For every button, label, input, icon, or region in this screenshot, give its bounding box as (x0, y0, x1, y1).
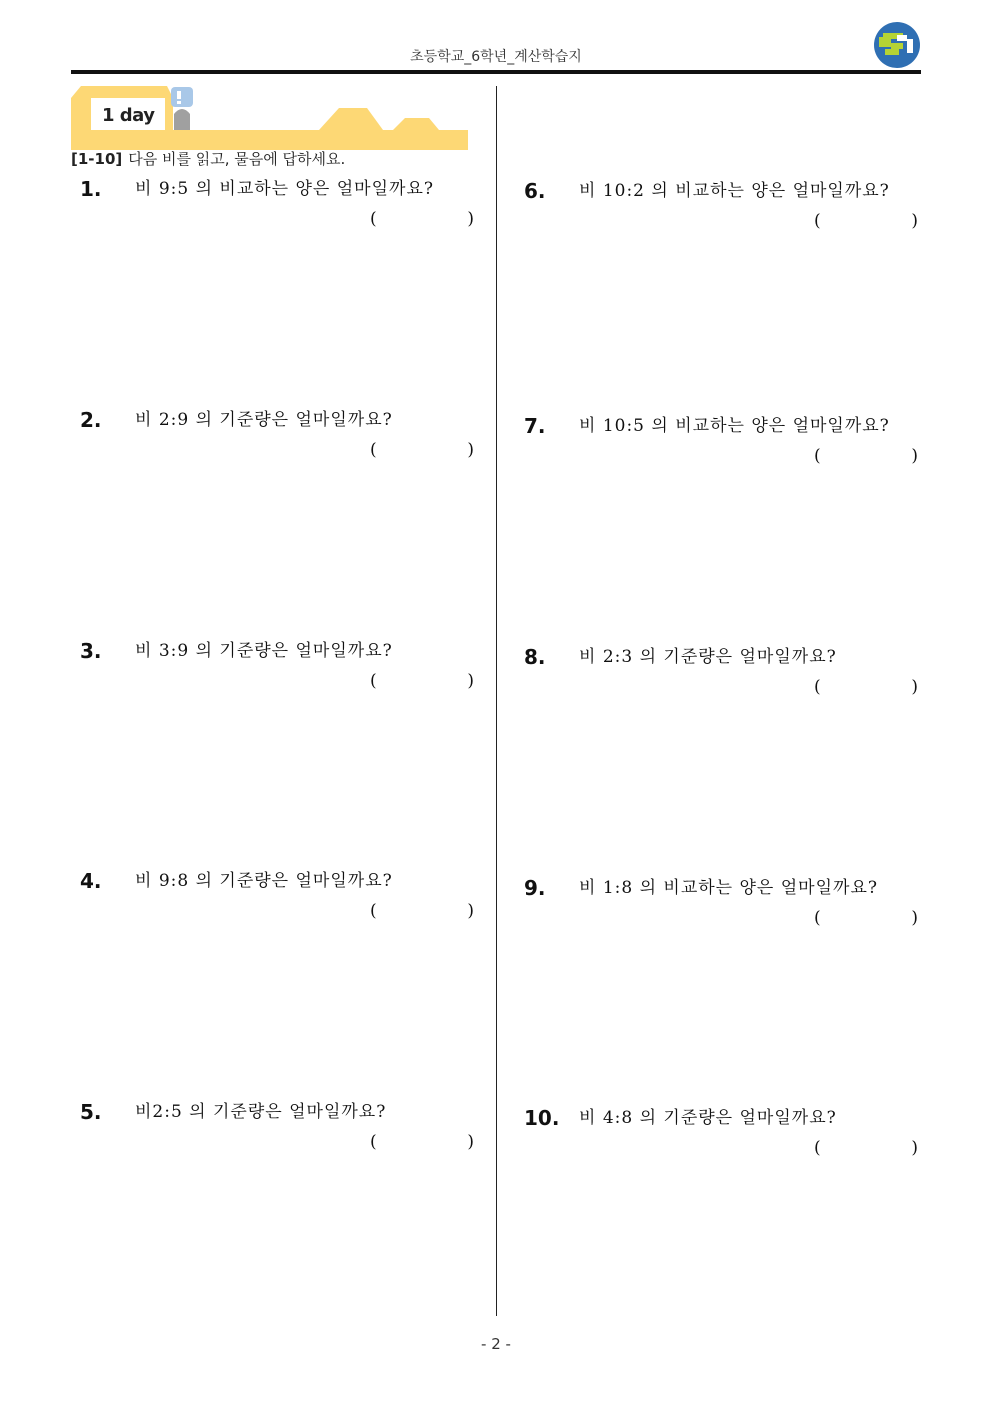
question-text: 비 2:3 의 기준량은 얼마일까요? (579, 647, 837, 667)
question-number: 6. (524, 179, 546, 203)
answer-blank[interactable]: ( ) (370, 209, 474, 229)
answer-blank[interactable]: ( ) (814, 211, 918, 231)
instruction (71, 148, 345, 169)
answer-blank[interactable]: ( ) (814, 677, 918, 697)
column-divider (496, 86, 497, 1316)
page-number: - 2 - (481, 1335, 511, 1353)
header-rule (71, 70, 921, 74)
answer-blank[interactable]: ( ) (814, 1138, 918, 1158)
question-number: 2. (80, 408, 102, 432)
question-number: 5. (80, 1100, 102, 1124)
question-number: 10. (524, 1106, 560, 1130)
instruction-text: 다음 비를 읽고, 물음에 답하세요. (128, 150, 346, 168)
question-text: 비 4:8 의 기준량은 얼마일까요? (579, 1108, 837, 1128)
question-text: 비 9:8 의 기준량은 얼마일까요? (135, 871, 393, 891)
answer-blank[interactable]: ( ) (370, 440, 474, 460)
question-text: 비 9:5 의 비교하는 양은 얼마일까요? (135, 179, 434, 199)
answer-blank[interactable]: ( ) (370, 1132, 474, 1152)
question-number: 3. (80, 639, 102, 663)
question-number: 7. (524, 414, 546, 438)
question-text: 비 2:9 의 기준량은 얼마일까요? (135, 410, 393, 430)
question-text: 비 3:9 의 기준량은 얼마일까요? (135, 641, 393, 661)
question-number: 8. (524, 645, 546, 669)
question-text: 비 10:2 의 비교하는 양은 얼마일까요? (579, 181, 890, 201)
question-text: 비 1:8 의 비교하는 양은 얼마일까요? (579, 878, 878, 898)
question-number: 1. (80, 177, 102, 201)
question-text: 비2:5 의 기준량은 얼마일까요? (135, 1102, 387, 1122)
answer-blank[interactable]: ( ) (370, 901, 474, 921)
question-number: 4. (80, 869, 102, 893)
instruction-range: [1-10] (71, 150, 123, 168)
question-text: 비 10:5 의 비교하는 양은 얼마일까요? (579, 416, 890, 436)
answer-blank[interactable]: ( ) (814, 908, 918, 928)
question-number: 9. (524, 876, 546, 900)
answer-blank[interactable]: ( ) (370, 671, 474, 691)
page-header-title: 초등학교_6학년_계산학습지 (410, 49, 582, 65)
worksheet-logo-icon (873, 21, 921, 69)
answer-blank[interactable]: ( ) (814, 446, 918, 466)
day-label: 1 day (102, 105, 155, 126)
